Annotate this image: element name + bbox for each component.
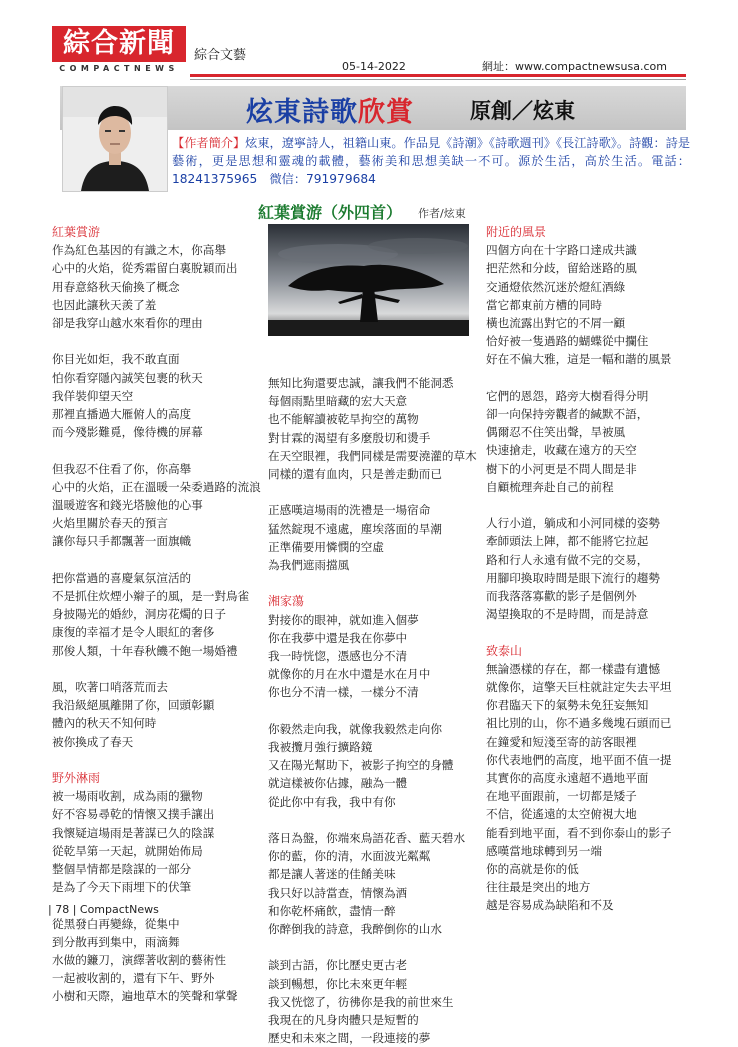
poem-line: 就像你的月在水中還是水在月中 — [268, 667, 431, 682]
poem-line: 溫暖遊客和錢光塔臉他的心事 — [52, 498, 203, 513]
poem-line: 風，吹著口哨落荒而去 — [52, 680, 168, 695]
stanza-gap — [486, 496, 691, 514]
poem-line: 你醉倒我的詩意，我醉倒你的山水 — [268, 922, 442, 937]
column-title-blue: 炫東詩歌 — [246, 97, 358, 128]
poem-line: 你君臨天下的氣勢未免狂妄無知 — [486, 698, 649, 713]
poem-line: 交通燈依然沉迷於燈紅酒綠 — [486, 279, 626, 294]
poem-line: 被你換成了春天 — [52, 734, 134, 749]
poem-line: 那裡直播過大雁俯人的高度 — [52, 407, 192, 422]
stanza-gap — [52, 660, 257, 678]
poem-line: 就像你，這擎天巨柱就註定失去平坦 — [486, 680, 672, 695]
poem-line: 你目光如炬，我不敢直面 — [52, 352, 180, 367]
poem-line: 每個雨點里暗藏的宏大天意 — [268, 394, 408, 409]
poem-line: 從乾旱第一天起，就開始佈局 — [52, 843, 203, 858]
website-address[interactable]: 網址：www.compactnewsusa.com — [482, 60, 667, 73]
poem-line: 水做的鐮刀，演繹著收割的藝術性 — [52, 953, 226, 968]
poem-line: 我懷疑這場雨是著謀已久的陰謀 — [52, 825, 215, 840]
poem-line: 正準備要用憐憫的空虛 — [268, 539, 384, 554]
poem-line: 也不能解讀被乾旱拘空的萬物 — [268, 412, 419, 427]
poem-line: 在天空眼裡，我們同樣是需要澆灌的草木 — [268, 448, 477, 463]
poem-heading: 致泰山 — [486, 643, 523, 658]
poem-line: 我現在的凡身肉體只是短暫的 — [268, 1013, 419, 1028]
poem-line: 我沿級絕風離開了你，回頭彰顯 — [52, 698, 215, 713]
poem-line: 落日為盤，你端來鳥語花香、藍天碧水 — [268, 831, 466, 846]
poem-line: 把你當過的喜慶氣氛渲活的 — [52, 570, 192, 585]
stanza-gap — [268, 483, 478, 501]
poem-line: 無論憑樣的存在，都一樣盡有遺憾 — [486, 661, 660, 676]
poem-line: 無知比狗還要忠誠，讓我們不能洞悉 — [268, 376, 454, 390]
poem-line: 渴望換取的不是時間，而是詩意 — [486, 607, 649, 622]
poem-line: 恰好被一隻過路的蝴蝶從中攔住 — [486, 334, 649, 349]
poem-line: 人行小道，躺成和小河同樣的姿勢 — [486, 516, 660, 531]
poem-line: 用春意絡秋天偷換了概念 — [52, 279, 180, 294]
issue-date: 05-14-2022 — [342, 60, 406, 73]
poem-line: 把茫然和分歧，留給迷路的風 — [486, 261, 637, 276]
poem-line: 身披陽光的婚紗，洞房花燭的日子 — [52, 607, 226, 622]
poem-line: 我一時恍惚，憑感也分不清 — [268, 649, 408, 664]
poem-line: 感嘆當地球轉到另一端 — [486, 843, 602, 858]
poem-column-right — [486, 223, 691, 915]
poem-line: 不信，從遙遠的太空俯視大地 — [486, 807, 637, 822]
poem-line: 路和行人永遠有做不完的交易， — [486, 552, 649, 567]
stanza-gap — [268, 811, 478, 829]
poem-line: 火焰里關於春天的預言 — [52, 516, 168, 531]
author-photo — [62, 86, 168, 192]
poem-line: 小樹和天際，遍地草木的笑聲和掌聲 — [52, 989, 238, 1004]
poem-line: 一起被收割的，還有下午、野外 — [52, 971, 215, 986]
poem-heading: 野外淋雨 — [52, 771, 101, 786]
poem-line: 它們的恩怨，路旁大樹看得分明 — [486, 388, 649, 403]
poem-line: 快速搶走，收藏在遠方的天空 — [486, 443, 637, 458]
poem-line: 你也分不清一樣，一樣分不清 — [268, 685, 419, 700]
author-bio-tag: 【作者簡介】 — [172, 136, 246, 150]
poem-line: 被一場雨收割，成為雨的獵物 — [52, 789, 203, 804]
poem-line: 其實你的高度永遠超不過地平面 — [486, 771, 649, 786]
poem-line: 你在我夢中還是我在你夢中 — [268, 630, 408, 645]
stanza-gap — [52, 551, 257, 569]
stanza-gap — [268, 702, 478, 720]
tree-sunset-image — [268, 224, 469, 336]
poem-line: 讓你每只手都飄著一面旗幟 — [52, 534, 192, 549]
poem-line: 但我忍不住看了你，你高舉 — [52, 461, 192, 476]
poem-line: 橫也流露出對它的不屑一顧 — [486, 316, 626, 331]
poem-line: 我又恍惚了，彷彿你是我的前世來生 — [268, 994, 454, 1009]
poem-line: 到分散再到集中，雨滴舞 — [52, 934, 180, 949]
poem-line: 體內的秋天不知何時 — [52, 716, 157, 731]
poem-set-title: 紅葉賞游（外四首） — [258, 203, 403, 222]
stanza-gap — [486, 623, 691, 641]
poem-line: 心中的火焰，正在溫暖一朵委過路的流浪 — [52, 479, 261, 494]
poem-line: 那俊人類，十年春秋饑不飽一場婚禮 — [52, 643, 238, 658]
header-rule — [190, 74, 686, 77]
poem-line: 自顧梳理奔赴自己的前程 — [486, 479, 614, 494]
poem-line: 當它都東前方槽的同時 — [486, 297, 602, 312]
poem-column-left — [52, 223, 261, 1006]
poem-line: 往往最是突出的地方 — [486, 880, 591, 895]
masthead-logo: 綜合新聞 — [52, 26, 186, 62]
poem-line: 和你乾杯痛飲，盡情一醉 — [268, 903, 396, 918]
poem-line: 猛然錠現不遠處，塵埃落面的旱潮 — [268, 521, 442, 536]
column-author: 原創／炫東 — [470, 99, 575, 123]
poem-line: 我佯裝仰望天空 — [52, 388, 134, 403]
poem-line: 我只好以詩當查，情懷為酒 — [268, 885, 408, 900]
poem-byline: 作者/炫東 — [418, 207, 466, 220]
poem-line: 是為了今天下雨埋下的伏筆 — [52, 880, 192, 895]
stanza-gap — [52, 332, 257, 350]
author-bio-text: 炫東，遼寧詩人，祖籍山東。作品見《詩潮》《詩歌週刊》《長江詩歌》。詩觀：詩是藝術，更是思想和靈魂的載體，藝術美和思想美缺一不可。源於生活，高於生活。電話：18241375965 微信：791979684 — [172, 136, 691, 186]
poem-line: 怕你看穿隱內誠笑包裹的秋天 — [52, 370, 203, 385]
masthead-logo-subtitle: COMPACTNEWS — [59, 64, 179, 73]
stanza-gap — [52, 751, 257, 769]
poem-line: 好不容易尋乾的情懷又撲手讓出 — [52, 807, 215, 822]
poem-line: 而今殘影難覓，像待機的屏幕 — [52, 425, 203, 440]
column-title-red: 欣賞 — [358, 97, 414, 128]
poem-line: 對甘霖的渴望有多麼殷切和燙手 — [268, 430, 431, 445]
poem-line: 牽師頭法上陣，都不能將它拉起 — [486, 534, 649, 549]
header-rule-thin — [190, 79, 686, 80]
poem-line: 你的藍，你的清，水面波光粼粼 — [268, 849, 431, 864]
poem-line: 越是容易成為缺陷和不及 — [486, 898, 614, 913]
poem-heading: 附近的風景 — [486, 225, 547, 239]
poem-line: 樹下的小河更是不問人間是非 — [486, 461, 637, 476]
poem-line: 在鐘愛和短淺至寄的訪客眼裡 — [486, 734, 637, 749]
poem-line: 卻是我穿山越水來看你的理由 — [52, 316, 203, 331]
poem-line: 談到古語，你比歷史更古老 — [268, 958, 408, 973]
poem-line: 也因此讓秋天羨了羞 — [52, 297, 157, 312]
stanza-gap — [268, 938, 478, 956]
stanza-gap — [486, 369, 691, 387]
poem-line: 而我落落寡歡的影子是個例外 — [486, 589, 637, 604]
poem-line: 好在不偏大雅，這是一幅和諧的風景 — [486, 352, 672, 367]
poem-line: 從黑發白再變綠，從集中 — [52, 916, 180, 931]
poem-line: 偶爾忍不住笑出聲，旱被風 — [486, 425, 626, 440]
poem-line: 作為紅色基因的有識之木，你高舉 — [52, 243, 226, 258]
poem-line: 能看到地平面，看不到你泰山的影子 — [486, 825, 672, 840]
page-footer: | 78 | CompactNews — [48, 903, 159, 916]
column-title — [246, 90, 414, 129]
section-name: 綜合文藝 — [194, 48, 247, 63]
poem-line: 你代表地們的高度，地平面不值一提 — [486, 752, 672, 767]
poem-line: 卻一向保持旁觀者的緘默不語， — [486, 407, 649, 422]
poem-line: 談到暢想，你比未來更年輕 — [268, 976, 408, 991]
poem-line: 正感嘆這場雨的洗禮是一場宿命 — [268, 503, 431, 518]
poem-line: 你毅然走向我，就像我毅然走向你 — [268, 721, 442, 736]
poem-heading: 紅葉賞游 — [52, 225, 101, 239]
poem-line: 又在陽光幫助下，被影子拘空的身體 — [268, 758, 454, 773]
poem-line: 祖比別的山，你不過多幾塊石頭而已 — [486, 716, 672, 731]
poem-heading: 湘家蕩 — [268, 594, 305, 609]
poem-line: 都是讓人著迷的佳餚美味 — [268, 867, 396, 882]
poem-line: 康復的幸福才是令人眼紅的奢侈 — [52, 625, 215, 640]
poem-line: 你的高就是你的低 — [486, 862, 579, 877]
poem-line: 四個方向在十字路口達成共識 — [486, 243, 637, 258]
poem-line: 不是抓住炊煙小辮子的風，是一對鳥雀 — [52, 589, 250, 604]
poem-line: 在地平面跟前，一切都是矮子 — [486, 789, 637, 804]
poem-line: 同樣的還有血肉，只是善走動而已 — [268, 467, 442, 482]
poem-line: 用腳印換取時間是眼下流行的趨勢 — [486, 570, 660, 585]
author-bio — [172, 134, 690, 188]
poem-line: 就這樣被你佔據，融為一體 — [268, 776, 408, 791]
poem-column-middle — [268, 374, 478, 1047]
poem-line: 歷史和未來之間，一段連接的夢 — [268, 1031, 431, 1046]
poem-line: 對接你的眼神，就如進入個夢 — [268, 612, 419, 627]
poem-line: 從此你中有我，我中有你 — [268, 794, 396, 809]
poem-line: 整個旱情都是陰謀的一部分 — [52, 862, 192, 877]
poem-line: 心中的火焰，從秀霜留白裏脫穎而出 — [52, 261, 238, 276]
poem-line: 我被攬月強行擴路鏡 — [268, 740, 373, 755]
stanza-gap — [52, 441, 257, 459]
poem-line: 為我們遮雨擋風 — [268, 558, 350, 573]
stanza-gap — [268, 574, 478, 592]
